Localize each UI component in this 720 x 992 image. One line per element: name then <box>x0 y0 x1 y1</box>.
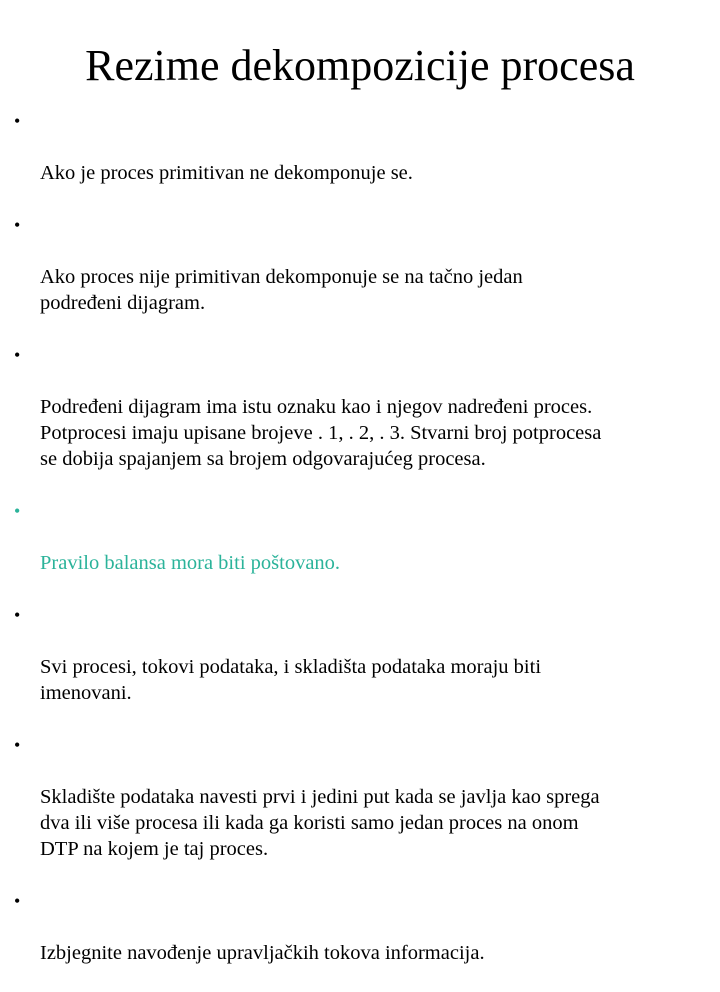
bullet-text: Ako proces nije primitivan dekomponuje se na tačno jedan podređeni dijagram. <box>40 266 523 314</box>
bullet-item <box>14 108 714 212</box>
bullet-text: Skladište podataka navesti prvi i jedini put kada se javlja kao sprega dva ili više procesa ili kada ga koristi samo jedan proces na onom DTP na kojem je taj proces. <box>40 786 600 860</box>
bullet-icon: • <box>14 501 21 521</box>
bullet-text: Ako je proces primitivan ne dekomponuje se. <box>40 162 413 184</box>
bullet-list <box>14 108 714 992</box>
bullet-item <box>14 732 714 888</box>
bullet-icon: • <box>14 345 21 365</box>
bullet-item-highlighted <box>14 498 714 602</box>
bullet-item <box>14 602 714 732</box>
slide-title: Rezime dekompozicije procesa <box>85 41 635 90</box>
bullet-item <box>14 888 714 992</box>
bullet-icon: • <box>14 215 21 235</box>
bullet-icon: • <box>14 605 21 625</box>
bullet-item <box>14 342 714 498</box>
bullet-icon: • <box>14 891 21 911</box>
bullet-text: Izbjegnite navođenje upravljačkih tokova informacija. <box>40 942 485 964</box>
bullet-icon: • <box>14 111 21 131</box>
bullet-icon: • <box>14 735 21 755</box>
bullet-text: Pravilo balansa mora biti poštovano. <box>40 552 341 574</box>
bullet-item <box>14 212 714 342</box>
bullet-text: Podređeni dijagram ima istu oznaku kao i njegov nadređeni proces. Potprocesi imaju upisane brojeve . 1, . 2, . 3. Stvarni broj potprocesa se dobija spajanjem sa brojem odgovarajućeg procesa. <box>40 396 602 470</box>
bullet-text: Svi procesi, tokovi podataka, i skladišta podataka moraju biti imenovani. <box>40 656 542 704</box>
